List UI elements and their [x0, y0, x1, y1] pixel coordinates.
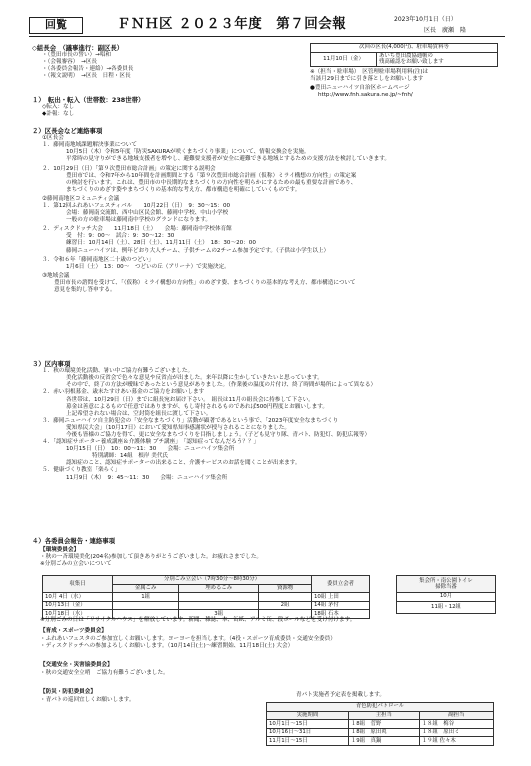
committee-title: 【育成・スポーツ委員会】	[40, 628, 107, 634]
section-moves	[32, 96, 144, 118]
item-text: 意見を集約し答申する。	[54, 287, 116, 293]
item-text: 美化活動後の反省会で色々な意見や反省点が出ました。来年以降に生かしていきたいと思っています。	[66, 375, 323, 382]
item-text: 会場：藤岡南交流館、西中山区民会館、藤岡中学校、中山小学校	[66, 210, 229, 217]
table-header: 青色防犯パトロール	[267, 703, 494, 712]
table-cell: １8組 菅野	[348, 720, 419, 729]
item-text: 受 付：9：00～ 試合：9：30～12：30	[66, 233, 175, 240]
item-text: 特別講師：14組 根岸 美代氏	[92, 453, 169, 460]
item-heading: ５．健康づくり教室「楽らく」	[42, 467, 121, 474]
table-cell: 10月16日～31日	[267, 728, 349, 737]
table-cell: 10組 上田	[312, 593, 370, 602]
patrol-table	[266, 702, 494, 746]
table-cell: 2組	[259, 601, 312, 610]
item-text: 上記希望されない場合は、空封筒を組長に渡して下さい。	[66, 410, 212, 417]
table-row	[43, 601, 370, 610]
env-line: ※分別ごみの立会いについて	[40, 560, 112, 567]
table-cell: １８組 梅谷	[419, 720, 493, 729]
committee-line: ・秋の交通安全立哨 ご協力有難うございました。	[40, 669, 169, 676]
item-text: 10月15日（日） 10：00～11：30 会場：ニューハイツ集会所	[66, 446, 235, 453]
header-divider	[29, 36, 505, 37]
circulation-badge: 回覧	[29, 17, 83, 34]
table-row	[43, 593, 370, 602]
section-district-meeting	[32, 127, 390, 294]
item-heading: ２．10月29日（日）「第９次豊田市総合計画」の策定に関する説明会	[42, 165, 216, 172]
table-row	[267, 720, 494, 729]
notice-row1: 次回の区長(4,000円)、駐車場賃料等	[311, 44, 498, 53]
section-title: ３）区内事項	[32, 360, 71, 368]
env-note: ※分別ごみの日は「リサイクルハウス」を解放しています。新聞、雑誌、本、缶紙、アルミ缶、段ボールなどを受け付けます。	[40, 617, 356, 623]
item-text: 練習日：10月14日（土）、28日（土）、11月11日（土） 18：30～20：00	[66, 240, 256, 247]
table-header: 集会所・南公園トイレ 掃除当番	[397, 576, 496, 593]
table-header: 埋めるごみ	[179, 584, 259, 593]
item-text: 愛知県民大会」（10月17日）において愛知県知事感謝状が授与されることになりました。	[66, 424, 290, 431]
item-text: 認知症のこと、認知症サポーターの出来ること、介護サービスのお話を聞くことが出来ます。	[66, 460, 301, 467]
table-cell: 1組	[113, 593, 179, 602]
item-text: 募金は善意によるもので任意ではありますが、もし寄付されるものであれば500円程度とお願いします。	[66, 403, 328, 410]
table-cell: 10月1日～15日	[267, 720, 349, 729]
section-title: ２）区長会など連絡事項	[32, 127, 103, 135]
committee-title: 【交通安全・災害協委員会】	[40, 662, 113, 668]
officers-line: ・（各委員会報告・連絡）→各委員長	[42, 65, 134, 72]
item-text: まちづくりのめざす姿やまちづくりの基本的な考え方、都市構造を明確にしていくものです。	[66, 186, 301, 193]
waste-table	[42, 575, 370, 619]
sports-committee	[40, 628, 336, 651]
item-text: 藤岡ニューハイツは、例年どおり大人チーム、子供チームの2チーム参加予定です。（子供は小学生以上）	[66, 247, 330, 254]
table-cell: 10月18日（水）	[43, 610, 113, 619]
item-text: 豊田市長の諮問を受けて、「（仮称）ミライ構想の方向性」のめざす姿、まちづくりの基本的な考え方、都市構造について	[54, 279, 356, 286]
table-cell: １9組 真鍋	[348, 737, 419, 746]
subsection-title: ②藤岡南地区コミュニティ会議	[42, 195, 120, 202]
table-header: 分別ごみ立会い（7時30分～8時30分）	[113, 576, 312, 585]
notice-text: あいち豊田農協通帳の 残高確認をお願い致します	[377, 52, 498, 66]
notice-note1: ※（担当・駐車場） 区管理駐車場利用料(注)は	[310, 68, 429, 75]
section-title: １） 転出・転入（世帯数：238世帯）	[32, 96, 145, 104]
table-header: 金属ごみ	[113, 584, 179, 593]
move-in: ◇転入：なし	[42, 104, 75, 110]
table-header: 収集日	[43, 576, 113, 593]
item-text: 豊田市では、令和7年から10年間を計画期間とする「第９次豊田市総合計画（仮称）ミライ構想の方向性」の策定案	[66, 172, 357, 179]
table-cell: 11組・12組	[397, 601, 496, 613]
table-cell: １９組 佐々木	[419, 737, 493, 746]
table-cell: 14組 茅付	[312, 601, 370, 610]
table-header: 主担当	[348, 711, 419, 720]
officers-line: ・（豊田市長の誓い）→唱和	[42, 52, 112, 58]
issue-date: 2023年10月1日（日）	[394, 16, 457, 23]
env-committee-title: 【環境委員会】	[40, 547, 80, 553]
item-text: 今後も皆様のご協力を得て、更に安全なまちづくりを目指しましょう。（子ども見守り隊、青パト、防犯灯、防犯広報等）	[66, 431, 371, 438]
item-heading: １．秋の環境美化活動、暑い中ご協力有難うございました。	[42, 368, 194, 375]
item-heading: ４．「認知症サポーター養成講座＆介護体験 プチ講座」 「認知症ってなんだろう？？」	[42, 439, 260, 446]
committee-title: 【防災・防犯委員会】	[40, 689, 96, 695]
item-heading: １．第12回ふれあいフェスティバル 10月22日（日） 9：30～15：00	[42, 202, 231, 209]
cleaning-table	[396, 575, 496, 614]
table-cell	[113, 601, 179, 610]
subsection-title: ③地域会議	[42, 272, 70, 279]
table-cell: 11月1日～15日	[267, 737, 349, 746]
table-cell: １8組 原田眞	[348, 728, 419, 737]
table-cell: 3組	[179, 610, 259, 619]
committee-line: ・ディスクドッチへの参加よろしくお願いします。（10月14日(土)～練習開始、11月18日(土) 大会）	[40, 643, 294, 650]
table-header: 資源物	[259, 584, 312, 593]
homepage-link[interactable]: http://www.fnh.sakura.ne.jp/~fnh/	[318, 91, 413, 98]
officers-title: ◇組長会 （議事進行：副区長）	[32, 44, 124, 52]
notice-date: 11月10日（金）	[311, 52, 377, 66]
item-text: 一般の方の駐車場は藤岡南中学校のグランドになります。	[66, 217, 211, 224]
item-heading: ３．藤岡ニューハイツ自主防犯会の「安全なまちづくり」活動が顕著であるという事で、「2023年度安全なまちづくり	[42, 417, 339, 424]
homepage-label: ●豊田ニューハイツ自治区ホームページ	[310, 84, 410, 91]
author: 区長 廣瀬 隆	[424, 27, 467, 34]
table-cell: 10月 4日（水）	[43, 593, 113, 602]
officers-meeting	[32, 44, 133, 80]
item-heading: ２．ディスクドッチ大会 11月18日（土） 会場：藤岡南中学校体育館	[42, 226, 232, 233]
section-committees	[32, 537, 262, 568]
table-cell: １８組 原田ミ	[419, 728, 493, 737]
table-cell	[179, 593, 259, 602]
patrol-caption: 青パト実施者予定表を掲載します。	[296, 692, 385, 698]
notice-box	[310, 43, 498, 99]
item-text: 11月9日（木） 9：45～11：30 会場：ニューハイツ集会所	[66, 474, 228, 481]
section-title: ４）各委員会報告・連絡事項	[32, 537, 116, 545]
item-heading: １．藤岡南地域課題解決事業について	[42, 142, 137, 149]
item-text: 1月6日（土） 13：00～ つどいの丘（アリーナ）で実施決定。	[66, 263, 230, 270]
table-header: 実施期間	[267, 711, 349, 720]
table-cell	[259, 593, 312, 602]
table-row	[267, 728, 494, 737]
notice-note2: 当該月29日までに引き落としをお願いします	[310, 75, 424, 82]
table-cell: 10月	[397, 593, 496, 602]
obituary: ◆訃報：なし	[42, 110, 75, 117]
committee-line: ・青パトの巡回宜しくお願いします。	[40, 696, 135, 703]
item-text: 10月5日（木）令和5年度「防災SAKURAが咲くまちづくり事業」について、情報交換会を実施。	[66, 149, 310, 156]
env-line: ・秋の一斉環境美化(204名)参加して頂きありがとうございました。お疲れさまでした。	[40, 553, 263, 560]
subsection-title: ①区長会	[42, 135, 64, 142]
officers-line: ・（会報審容） →区長	[42, 58, 98, 65]
item-heading: ３．令和６年「藤岡南地区二十歳のつどい」	[42, 256, 154, 263]
table-row	[267, 737, 494, 746]
item-text: その中で、終了の方法が曖昧であったという意見がありました。（作業後の温度の片付け、終了時間が場所によって異なる）	[66, 382, 377, 389]
table-cell: 10月13日（金）	[43, 601, 113, 610]
item-heading: ２．赤い羽根募金、歳末たすけあい募金のご協力をお願いします	[42, 389, 205, 396]
table-cell: 18組 石本	[312, 610, 370, 619]
item-text: 平常時の見守りができる地域支援者を増やし、避難要支援者が安全に避難できる地域とするための支援方法を検討していきます。	[66, 156, 390, 163]
item-text: 各世帯は、10月29日（日）までに組長宛お届け下さい。 組長は11月の組長会に持参して下さい。	[66, 396, 314, 403]
table-cell	[179, 601, 259, 610]
officers-line: ・（報文説明） →区長 日程・区長	[42, 72, 131, 79]
table-header: 副担当	[419, 711, 493, 720]
section-local-matters	[32, 360, 376, 482]
committee-line: ・ふれあいフェスタのご参加宜しくお願いします。ヨーヨーを担当します。（4役・スポーツ育成委員・交通安全委員）	[40, 635, 336, 642]
item-text: の検討を行います。これは、豊田市の中長期的なまちづくりの方向性を明らかにするための最も重要な計画であり、	[66, 179, 357, 186]
crime-committee	[40, 689, 135, 704]
table-header: 委員立会者	[312, 576, 370, 593]
traffic-committee	[40, 662, 169, 677]
page-title: ＦＮＨ区 ２０２３年度 第７回会報	[117, 16, 347, 32]
